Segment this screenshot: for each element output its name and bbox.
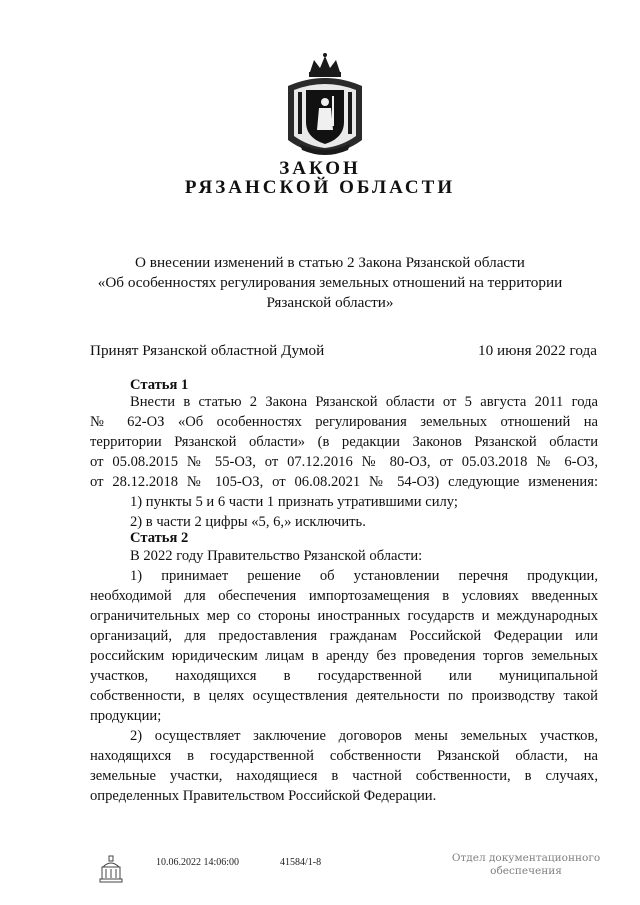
article-2-line: находящихся в государственной собственности Рязанской области, на (90, 748, 598, 764)
article-2-line: собственности, в целях осуществления деятельности по производству такой (90, 688, 598, 704)
article-2-line: необходимой для обеспечения импортозамещения в условиях введенных (90, 588, 598, 604)
article-1-line: от 05.08.2015 № 55-ОЗ, от 07.12.2016 № 80-ОЗ, от 05.03.2018 № 6-ОЗ, (90, 454, 598, 470)
article-2-line: В 2022 году Правительство Рязанской области: (130, 548, 423, 564)
article-2-line: российским юридическим лицам в аренду без проведения торгов земельных (90, 648, 598, 664)
footer-doc-number: 41584/1-8 (280, 857, 322, 868)
law-heading: ЗАКОН (279, 158, 361, 179)
article-2-line: организаций, для предоставления гражданам Российской Федерации или (90, 628, 598, 644)
registry-stamp (450, 852, 602, 878)
article-1-line: Внести в статью 2 Закона Рязанской области от 5 августа 2011 года (130, 394, 598, 410)
article-2-line: участков, находящихся в государственной или муниципальной (90, 668, 598, 684)
building-logo-icon (98, 855, 124, 885)
article-2-line: ограничительных мер со стороны иностранных государств и международных (90, 608, 598, 624)
adopted-by: Принят Рязанской областной Думой (90, 342, 325, 359)
stamp-line: Отдел документационного (451, 852, 601, 864)
article-1-item: 1) пункты 5 и 6 части 1 признать утратившими силу; (130, 494, 458, 510)
article-2-line: определенных Правительством Российской Федерации. (90, 788, 437, 804)
article-2-line: 1) принимает решение об установлении перечня продукции, (130, 568, 598, 584)
law-subtitle-line: О внесении изменений в статью 2 Закона Рязанской области (135, 254, 525, 271)
article-1-line: № 62-ОЗ «Об особенностях регулирования земельных отношений на (90, 414, 598, 430)
stamp-line: обеспечения (490, 865, 562, 877)
adopted-date: 10 июня 2022 года (478, 342, 598, 359)
article-2-title: Статья 2 (130, 530, 189, 546)
region-heading: РЯЗАНСКОЙ ОБЛАСТИ (184, 177, 456, 198)
article-1-title: Статья 1 (130, 377, 189, 393)
article-2-line: земельные участки, находящиеся в частной собственности, в случаях, (90, 768, 598, 784)
article-1-item: 2) в части 2 цифры «5, 6,» исключить. (130, 514, 366, 530)
article-2-line: продукции; (90, 708, 162, 724)
article-1-line: от 28.12.2018 № 105-ОЗ, от 06.08.2021 № 54-ОЗ) следующие изменения: (90, 474, 598, 490)
article-2-line: 2) осуществляет заключение договоров мены земельных участков, (130, 728, 598, 744)
law-subtitle-line: «Об особенностях регулирования земельных отношений на территории (97, 274, 563, 291)
law-subtitle-line: Рязанской области» (266, 294, 394, 311)
coat-of-arms-icon (282, 52, 368, 156)
article-1-line: территории Рязанской области» (в редакции Законов Рязанской области (90, 434, 598, 450)
footer-datetime: 10.06.2022 14:06:00 (156, 857, 240, 868)
